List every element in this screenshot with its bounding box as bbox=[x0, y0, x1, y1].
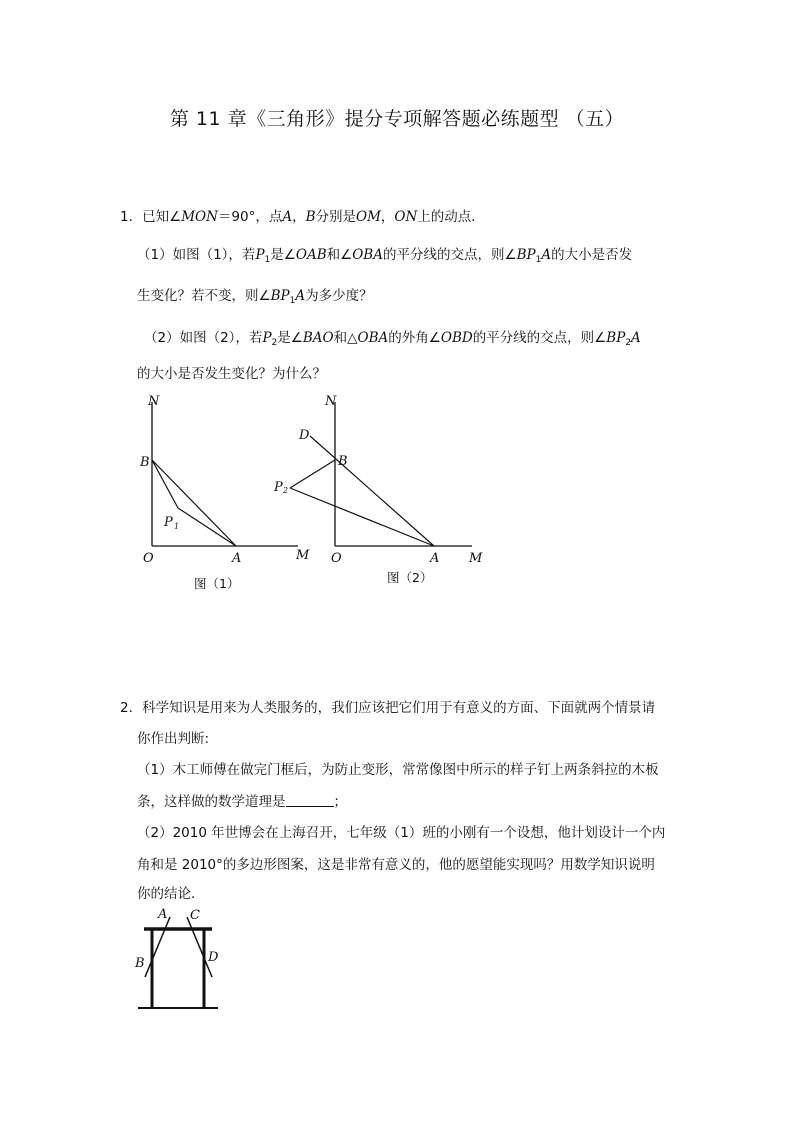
figure-1-caption: 图（1） bbox=[194, 576, 240, 591]
question-1-part-1-line-1 bbox=[137, 245, 632, 265]
math: OAB bbox=[295, 247, 327, 263]
figure-2 bbox=[270, 392, 490, 597]
question-2-line-1 bbox=[120, 698, 655, 718]
question-2-line-4 bbox=[137, 792, 347, 812]
math: BAO bbox=[302, 330, 334, 346]
left-brace bbox=[145, 917, 170, 977]
page-title: 第 11 章《三角形》提分专项解答题必练题型 （五） bbox=[169, 108, 625, 130]
question-2-line-5: （2）2010 年世博会在上海召开，七年级（1）班的小刚有一个设想，他计划设计一个内 bbox=[137, 825, 666, 841]
math: MON bbox=[181, 209, 218, 225]
label-b: B bbox=[338, 454, 348, 469]
label-a: A bbox=[158, 907, 168, 922]
label-p-sub: 2 bbox=[283, 486, 289, 495]
math: BP bbox=[270, 288, 290, 304]
label-b: B bbox=[140, 455, 150, 470]
text: 和△ bbox=[333, 330, 358, 346]
label-o: O bbox=[331, 551, 342, 566]
label-a: A bbox=[430, 551, 440, 566]
text: ， bbox=[292, 209, 306, 225]
math: OBD bbox=[440, 330, 473, 346]
question-1-number: 1． bbox=[120, 209, 143, 225]
label-p: P bbox=[164, 515, 173, 530]
math: A bbox=[295, 288, 306, 304]
question-1-intro bbox=[120, 207, 485, 227]
segment-bp1 bbox=[152, 460, 178, 508]
math: OBA bbox=[352, 247, 383, 263]
math: OBA bbox=[357, 330, 389, 346]
text: 条，这样做的数学道理是 bbox=[137, 794, 286, 810]
math: A bbox=[631, 330, 641, 346]
label-p: P bbox=[274, 480, 283, 495]
text: 是∠ bbox=[270, 247, 296, 263]
figure-2-caption: 图（2） bbox=[387, 570, 433, 585]
math: B bbox=[305, 209, 316, 225]
label-d: D bbox=[208, 950, 219, 965]
text: 是∠ bbox=[277, 330, 303, 346]
math: P bbox=[255, 247, 265, 263]
subscript: 1 bbox=[535, 255, 542, 265]
subscript: 1 bbox=[289, 296, 296, 306]
question-2-line-2: 你作出判断: bbox=[137, 731, 210, 747]
label-o: O bbox=[143, 551, 154, 566]
question-1-part-1-line-2 bbox=[137, 286, 373, 306]
text: 科学知识是用来为人类服务的，我们应该把它们用于有意义的方面、下面就两个情景请 bbox=[142, 700, 656, 716]
text: 的外角∠ bbox=[388, 330, 441, 346]
segment-p1a bbox=[178, 508, 236, 546]
right-brace bbox=[187, 917, 212, 977]
question-1-part-2-line-1 bbox=[144, 328, 641, 348]
text: （2）如图（2），若 bbox=[144, 330, 263, 346]
label-b: B bbox=[135, 956, 145, 971]
text: 的平分线的交点，则∠ bbox=[382, 247, 517, 263]
question-2-number: 2． bbox=[120, 700, 143, 716]
math: A bbox=[541, 247, 552, 263]
text: 的大小是否发生变化？为什么？ bbox=[137, 366, 326, 382]
question-1-part-2-line-2 bbox=[137, 364, 326, 384]
math: OM bbox=[356, 209, 381, 225]
math: ON bbox=[394, 209, 418, 225]
text: ＝90°，点 bbox=[217, 209, 283, 225]
math: BP bbox=[606, 330, 626, 346]
text: 的平分线的交点，则∠ bbox=[472, 330, 607, 346]
question-2-line-3: （1）木工师傅在做完门框后，为防止变形，常常像图中所示的样子钉上两条斜拉的木板 bbox=[137, 762, 659, 778]
answer-blank[interactable] bbox=[286, 793, 334, 807]
subscript: 2 bbox=[625, 338, 632, 348]
label-m: M bbox=[296, 548, 310, 563]
label-d: D bbox=[299, 428, 310, 443]
label-m: M bbox=[469, 551, 483, 566]
label-n: N bbox=[148, 394, 160, 409]
math: A bbox=[282, 209, 293, 225]
text: 生变化？若不变，则∠ bbox=[137, 288, 271, 304]
text: （1）如图（1），若 bbox=[137, 247, 256, 263]
math: P bbox=[262, 330, 272, 346]
math: BP bbox=[516, 247, 536, 263]
text: ， bbox=[380, 209, 395, 225]
door-frame-figure bbox=[130, 905, 230, 1015]
segment-ba bbox=[152, 460, 236, 546]
segment-p2a bbox=[290, 488, 434, 546]
subscript: 2 bbox=[271, 338, 278, 348]
text: 和∠ bbox=[326, 247, 353, 263]
label-p-sub: 1 bbox=[174, 522, 180, 531]
text: ； bbox=[333, 794, 347, 810]
question-2-line-7: 你的结论． bbox=[137, 886, 205, 902]
text: 的大小是否发 bbox=[551, 247, 633, 263]
subscript: 1 bbox=[264, 255, 271, 265]
ray-ab-to-d bbox=[310, 436, 434, 546]
question-2-line-6: 角和是 2010°的多边形图案，这是非常有意义的，他的愿望能实现吗？用数学知识说明 bbox=[137, 857, 655, 873]
text: 分别是 bbox=[315, 209, 357, 225]
label-n: N bbox=[325, 394, 337, 409]
label-a: A bbox=[232, 551, 242, 566]
label-c: C bbox=[190, 908, 200, 923]
text: 为多少度？ bbox=[305, 288, 373, 304]
text: 上的动点． bbox=[417, 209, 485, 225]
segment-p2b bbox=[290, 460, 335, 488]
text: 已知∠ bbox=[142, 209, 182, 225]
